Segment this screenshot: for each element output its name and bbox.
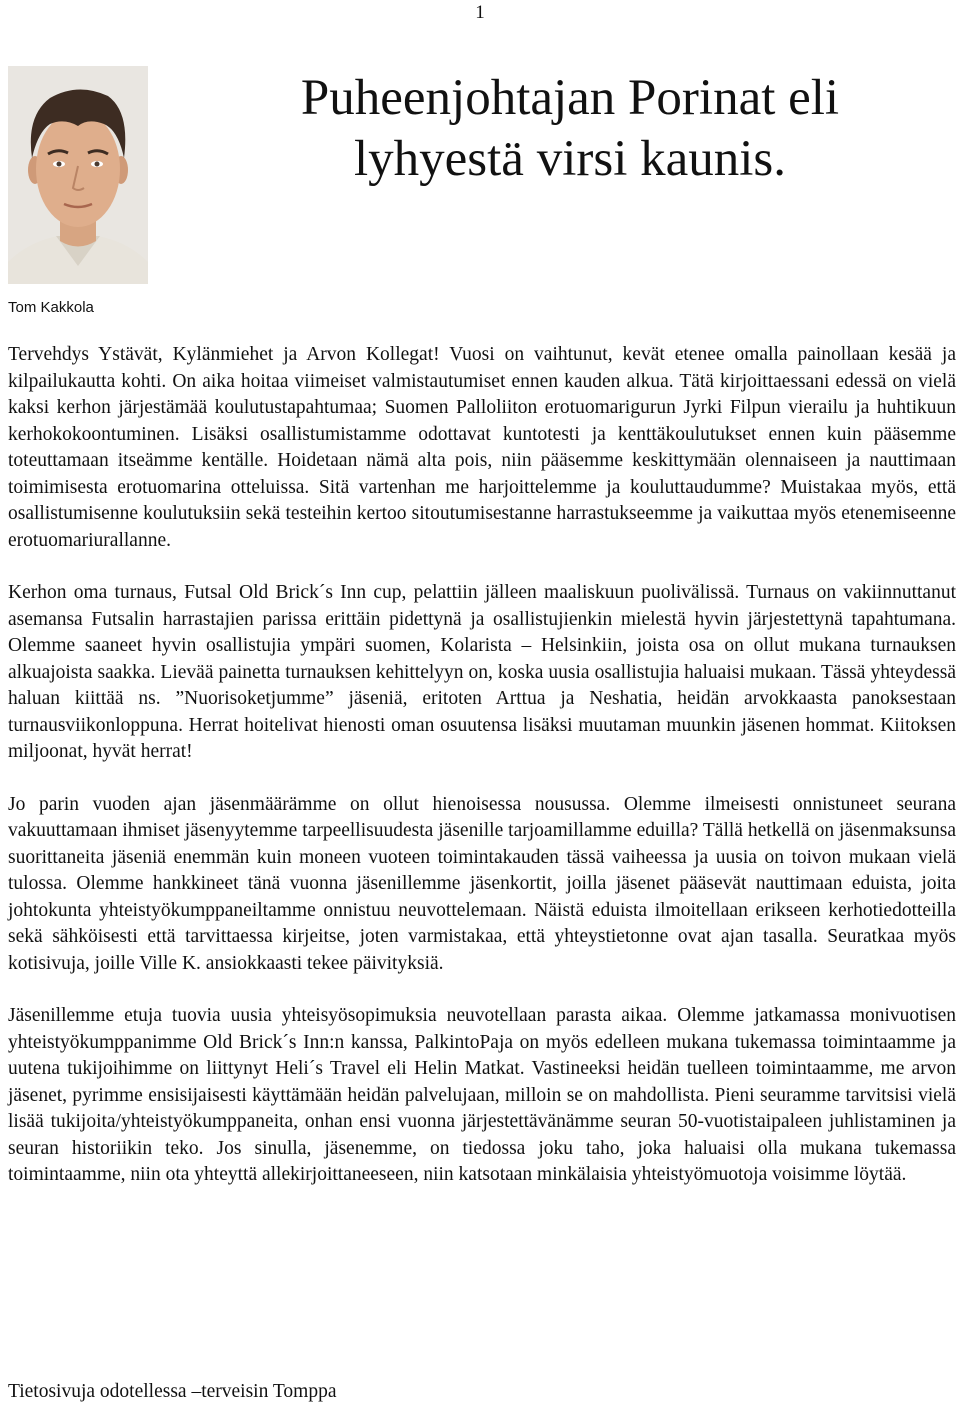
page-title: Puheenjohtajan Porinat eli lyhyestä virsi kaunis. <box>300 70 840 187</box>
page-number: 1 <box>475 2 485 23</box>
signature: Tietosivuja odotellessa –terveisin Tomppa <box>8 1381 337 1402</box>
paragraph-2: Kerhon oma turnaus, Futsal Old Brick´s Inn cup, pelattiin jälleen maaliskuun puolivälissä. Turnaus on vakiinnuttanut asemansa Futsalin harrastajien parissa erittäin pidettynä ja osallistujienkin mielestä hyvin järjestettynä tapahtumana. Olemme saaneet hyvin osallistujia ympäri suomen, Kolarista – Helsinkiin, joista osa on ollut mukana turnauksen alkuajoista saakka. Lievää painetta turnauksen kehittelyyn on, koska uusia osallistujia haluaisi mukaan. Tässä yhteydessä haluan kiittää ns. ”Nuorisoketjumme” jäseniä, eritoten Arttua ja Neshatia, heidän arvokkaasta panoksestaan turnausviikonloppuna. Herrat hoitelivat hienosti oman osuutensa lisäksi muutaman muunkin jäsenen hommat. Kiitoksen miljoonat, hyvät herrat! <box>8 582 956 762</box>
paragraph-3: Jo parin vuoden ajan jäsenmäärämme on ollut hienoisessa nousussa. Olemme ilmeisesti onnistuneet seurana vakuuttamaan ihmiset jäsenyytemme tarpeellisuudesta jäsenille tarjoamillamme eduilla? Tällä hetkellä on jäsenmaksunsa suorittaneita jäseniä enemmän kuin moneen vuoteen toimintakauden tässä vaiheessa ja uusia on toivon mukaan vielä tulossa. Olemme hankkineet tänä vuonna jäsenillemme jäsenkortit, joilla jäsenet pääsevät nauttimaan eduista, joita johtokunta yhteistyökumppaneiltamme onnistuu neuvottelemaan. Näistä eduista ilmoitellaan erikseen kerhotiedotteilla sekä sähköisesti että tarvittaessa kirjeitse, joten varmistakaa, että yhteystietonne ovat ajan tasalla. Seuratkaa myös kotisivuja, joille Ville K. ansiokkaasti tekee päivityksiä. <box>8 793 956 974</box>
author-photo <box>8 66 148 284</box>
paragraph-1: Tervehdys Ystävät, Kylänmiehet ja Arvon Kollegat! Vuosi on vaihtunut, kevät etenee omalla painollaan kesää ja kilpailukautta kohti. On aika hoitaa viimeiset valmistautumiset ennen kauden alkua. Tätä kirjoittaessani edessä on vielä kaksi kerhon järjestämää koulutustapahtumaa; Suomen Palloliiton erotuomarigurun Jyrki Filpun vierailu ja huhtikuun kerhokokoontuminen. Lisäksi osallistumistamme odottavat kuntotesti ja kenttäkoulutukset ennen kuin pääsemme toteuttamaan itseämme kentälle. Hoidetaan nämä alta pois, niin pääsemme keskittymään olennaiseen ja nauttimaan toimimisesta erotuomarina otteluissa. Sitä vartenhan me harjoittelemme ja kouluttaudumme? Muistakaa myös, että osallistumisenne koulutuksiin sekä testeihin kertoo sitoutumisestanne harrastukseemme ja vaikuttaa myös etenemiseenne erotuomariurallanne. <box>8 344 956 551</box>
article-body <box>8 342 956 1215</box>
paragraph-4: Jäsenillemme etuja tuovia uusia yhteisyösopimuksia neuvotellaan parasta aikaa. Olemme jatkamassa monivuotisen yhteistyökumppanimme Old Brick´s Inn:n kanssa, PalkintoPaja on myös edelleen mukana tukemassa toimintaamme ja uutena tukijoihimme on liittynyt Heli´s Travel eli Helin Matkat. Vastineeksi heidän tuelleen toimintaamme, me arvon jäsenet, pyrimme ensisijaisesti käyttämään heidän palvelujaan, milloin se on mahdollista. Pieni seuramme tarvitsisi vielä lisää tukijoita/yhteistyökumppaneita, onhan ensi vuonna järjestettävänämme seuran 50-vuotistaipaleen juhlistaminen ja seuran historiikin teko. Jos sinulla, jäsenemme, on tiedossa joku taho, joka haluaisi olla mukana tukemassa toimintaamme, niin ota yhteyttä allekirjoittaneeseen, niin katsotaan minkälaisia yhteistyömuotoja voisimme löytää. <box>8 1005 956 1185</box>
photo-caption: Tom Kakkola <box>8 299 94 316</box>
